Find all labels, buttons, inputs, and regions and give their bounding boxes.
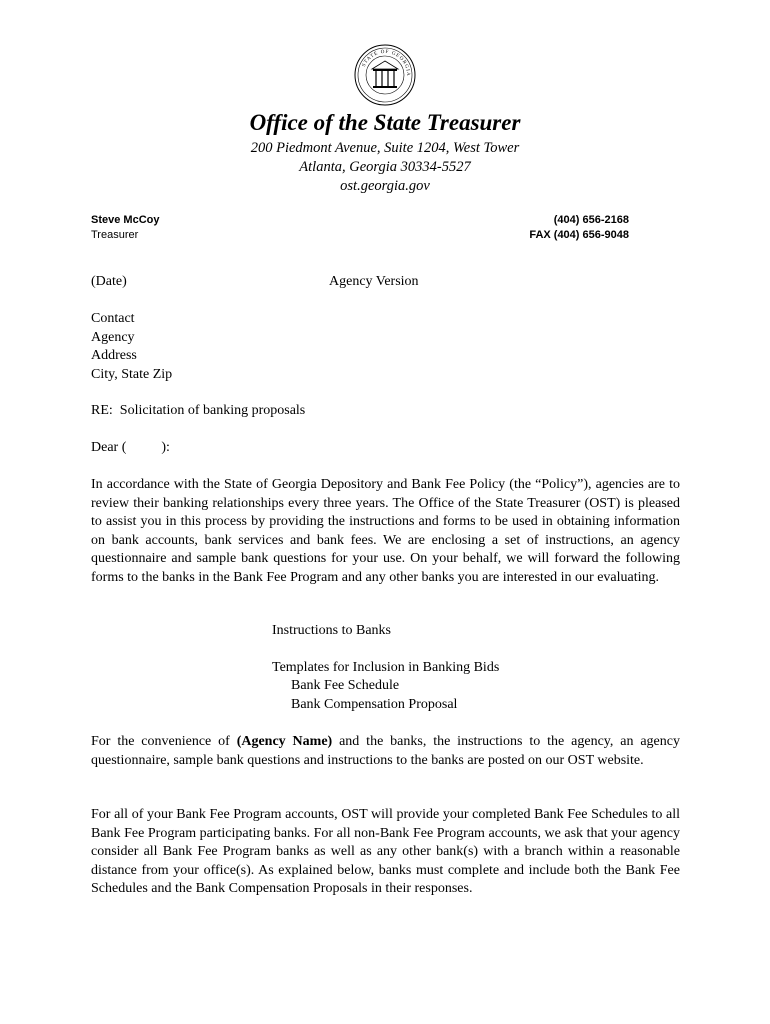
treasurer-name: Steve McCoy <box>91 214 160 226</box>
address-line-1: 200 Piedmont Avenue, Suite 1204, West Tower <box>250 140 520 156</box>
treasurer-role: Treasurer <box>91 229 139 241</box>
paragraph-2-prefix: For the convenience of <box>91 734 237 749</box>
paragraph-1: In accordance with the State of Georgia Depository and Bank Fee Policy (the “Policy”), agencies are to review their banking relationships every three years. The Office of the State Treasurer (OST) is pleased to assist you in this process by providing the instructions and forms to be used in obtaining information on bank accounts, bank services and bank fees. We are enclosing a set of instructions, an agency questionnaire and sample bank questions for your use. On your behalf, we will forward the following forms to the banks in the Bank Fee Program and any other banks you are interested in our evaluating. <box>91 477 680 585</box>
recipient-agency: Agency <box>91 330 135 345</box>
list-item-templates: Templates for Inclusion in Banking Bids <box>272 660 500 675</box>
paragraph-2-suffix: and the banks, the instructions to the agency, an agency questionnaire, sample bank questions and instructions to the banks are posted on our OST website. <box>91 734 680 768</box>
address-line-2: Atlanta, Georgia 30334-5527 <box>299 159 471 175</box>
paragraph-2 <box>91 733 680 770</box>
list-sub-item-fee-schedule: Bank Fee Schedule <box>291 678 400 693</box>
state-seal-logo <box>354 44 416 106</box>
fax-number: FAX (404) 656-9048 <box>529 229 629 241</box>
version-label: Agency Version <box>329 274 419 289</box>
paragraph-3: For all of your Bank Fee Program accounts, OST will provide your completed Bank Fee Schedules to all Bank Fee Program participating banks. For all non-Bank Fee Program accounts, we ask that your agency consider all Bank Fee Program banks as well as any other bank(s) with a branch within a reasonable distance from your office(s). As explained below, banks must complete and include both the Bank Fee Schedules and the Bank Compensation Proposals in their responses. <box>91 807 680 896</box>
list-item-instructions: Instructions to Banks <box>272 623 391 638</box>
salutation: Dear ( ): <box>91 440 170 455</box>
phone-number: (404) 656-2168 <box>553 214 629 226</box>
recipient-city-state-zip: City, State Zip <box>91 367 173 382</box>
re-line: RE: Solicitation of banking proposals <box>91 403 306 418</box>
agency-name-placeholder: (Agency Name) <box>236 734 333 749</box>
recipient-address: Address <box>91 348 137 363</box>
website: ost.georgia.gov <box>340 178 430 194</box>
recipient-contact: Contact <box>91 311 135 326</box>
list-sub-item-compensation-proposal: Bank Compensation Proposal <box>291 697 458 712</box>
letter-date: (Date) <box>91 274 127 289</box>
office-title: Office of the State Treasurer <box>249 110 521 135</box>
svg-text:STATE OF GEORGIA: STATE OF GEORGIA <box>361 49 411 77</box>
